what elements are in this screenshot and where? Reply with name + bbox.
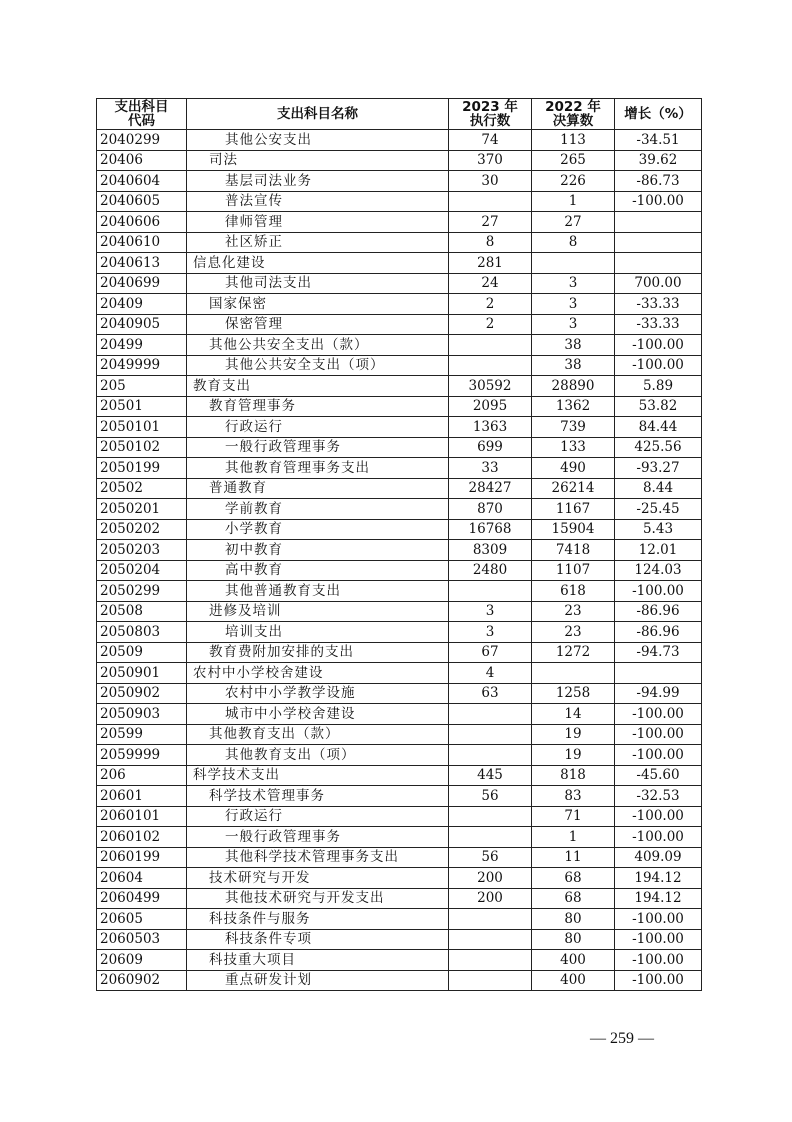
value-2023-cell: 445 xyxy=(449,765,532,786)
code-cell: 2040699 xyxy=(97,273,187,294)
name-cell: 其他公共安全支出（款） xyxy=(187,335,449,356)
value-2023-cell: 2 xyxy=(449,294,532,315)
code-cell: 2050203 xyxy=(97,540,187,561)
growth-cell xyxy=(615,212,702,233)
table-row xyxy=(97,150,702,171)
code-cell: 2060102 xyxy=(97,827,187,848)
name-cell: 其他公安支出 xyxy=(187,130,449,151)
value-2023-cell: 8309 xyxy=(449,540,532,561)
table-row xyxy=(97,212,702,233)
name-cell: 教育支出 xyxy=(187,376,449,397)
value-2022-cell xyxy=(532,253,615,274)
code-cell: 2040905 xyxy=(97,314,187,335)
name-cell: 行政运行 xyxy=(187,806,449,827)
value-2022-cell: 80 xyxy=(532,929,615,950)
table-row xyxy=(97,314,702,335)
code-cell: 2040606 xyxy=(97,212,187,233)
code-cell: 2040613 xyxy=(97,253,187,274)
name-cell: 城市中小学校舍建设 xyxy=(187,704,449,725)
growth-cell: -94.99 xyxy=(615,683,702,704)
page-number: — 259 — xyxy=(590,1030,654,1047)
code-cell: 2040604 xyxy=(97,171,187,192)
table-row xyxy=(97,970,702,991)
code-cell: 20605 xyxy=(97,909,187,930)
growth-cell: 409.09 xyxy=(615,847,702,868)
value-2022-cell: 133 xyxy=(532,437,615,458)
name-cell: 普法宣传 xyxy=(187,191,449,212)
name-cell: 进修及培训 xyxy=(187,601,449,622)
value-2023-cell: 2 xyxy=(449,314,532,335)
table-row xyxy=(97,560,702,581)
table-row xyxy=(97,499,702,520)
code-cell: 2050199 xyxy=(97,458,187,479)
growth-cell: -100.00 xyxy=(615,950,702,971)
value-2022-cell xyxy=(532,663,615,684)
growth-cell: -100.00 xyxy=(615,929,702,950)
value-2022-cell: 23 xyxy=(532,622,615,643)
table-row xyxy=(97,335,702,356)
value-2022-cell: 27 xyxy=(532,212,615,233)
value-2023-cell: 27 xyxy=(449,212,532,233)
value-2023-cell: 1363 xyxy=(449,417,532,438)
value-2022-cell: 19 xyxy=(532,724,615,745)
value-2022-cell: 19 xyxy=(532,745,615,766)
value-2023-cell: 24 xyxy=(449,273,532,294)
table-row xyxy=(97,765,702,786)
value-2023-cell xyxy=(449,745,532,766)
name-cell: 科技重大项目 xyxy=(187,950,449,971)
code-cell: 206 xyxy=(97,765,187,786)
value-2022-cell: 1272 xyxy=(532,642,615,663)
code-cell: 2050201 xyxy=(97,499,187,520)
name-cell: 一般行政管理事务 xyxy=(187,827,449,848)
name-cell: 重点研发计划 xyxy=(187,970,449,991)
value-2022-cell: 1 xyxy=(532,191,615,212)
value-2023-cell: 28427 xyxy=(449,478,532,499)
name-cell: 基层司法业务 xyxy=(187,171,449,192)
value-2022-cell: 113 xyxy=(532,130,615,151)
growth-cell: -34.51 xyxy=(615,130,702,151)
code-cell: 2060902 xyxy=(97,970,187,991)
growth-cell: -45.60 xyxy=(615,765,702,786)
value-2022-cell: 1167 xyxy=(532,499,615,520)
value-2023-cell: 30 xyxy=(449,171,532,192)
table-row xyxy=(97,929,702,950)
code-cell: 2040299 xyxy=(97,130,187,151)
table-row xyxy=(97,417,702,438)
table-row xyxy=(97,376,702,397)
growth-cell: -25.45 xyxy=(615,499,702,520)
code-cell: 20502 xyxy=(97,478,187,499)
name-cell: 小学教育 xyxy=(187,519,449,540)
table-row xyxy=(97,355,702,376)
table-row xyxy=(97,724,702,745)
growth-cell: 8.44 xyxy=(615,478,702,499)
value-2023-cell xyxy=(449,724,532,745)
value-2022-cell: 38 xyxy=(532,355,615,376)
growth-cell: 39.62 xyxy=(615,150,702,171)
code-cell: 20501 xyxy=(97,396,187,417)
growth-cell: 84.44 xyxy=(615,417,702,438)
name-cell: 其他科学技术管理事务支出 xyxy=(187,847,449,868)
value-2023-cell xyxy=(449,929,532,950)
name-cell: 培训支出 xyxy=(187,622,449,643)
value-2022-cell: 226 xyxy=(532,171,615,192)
table-row xyxy=(97,396,702,417)
name-cell: 一般行政管理事务 xyxy=(187,437,449,458)
value-2023-cell: 4 xyxy=(449,663,532,684)
growth-cell: -33.33 xyxy=(615,314,702,335)
code-cell: 2050204 xyxy=(97,560,187,581)
table-row xyxy=(97,253,702,274)
growth-cell: -93.27 xyxy=(615,458,702,479)
value-2022-cell: 400 xyxy=(532,970,615,991)
growth-cell xyxy=(615,232,702,253)
code-cell: 20406 xyxy=(97,150,187,171)
value-2023-cell xyxy=(449,355,532,376)
value-2023-cell: 33 xyxy=(449,458,532,479)
value-2022-cell: 3 xyxy=(532,294,615,315)
name-cell: 信息化建设 xyxy=(187,253,449,274)
value-2023-cell xyxy=(449,909,532,930)
value-2023-cell: 699 xyxy=(449,437,532,458)
name-cell: 高中教育 xyxy=(187,560,449,581)
value-2023-cell xyxy=(449,335,532,356)
code-cell: 20604 xyxy=(97,868,187,889)
code-cell: 2050102 xyxy=(97,437,187,458)
table-row xyxy=(97,273,702,294)
growth-cell xyxy=(615,253,702,274)
name-cell: 其他技术研究与开发支出 xyxy=(187,888,449,909)
table-row xyxy=(97,909,702,930)
name-cell: 行政运行 xyxy=(187,417,449,438)
value-2023-cell: 56 xyxy=(449,847,532,868)
growth-cell: -100.00 xyxy=(615,581,702,602)
code-cell: 2050803 xyxy=(97,622,187,643)
value-2022-cell: 71 xyxy=(532,806,615,827)
value-2023-cell xyxy=(449,970,532,991)
growth-cell: -86.73 xyxy=(615,171,702,192)
name-cell: 教育费附加安排的支出 xyxy=(187,642,449,663)
code-cell: 2049999 xyxy=(97,355,187,376)
name-cell: 律师管理 xyxy=(187,212,449,233)
code-cell: 20499 xyxy=(97,335,187,356)
expenditure-table xyxy=(96,98,702,991)
table-row xyxy=(97,232,702,253)
value-2022-cell: 14 xyxy=(532,704,615,725)
name-cell: 其他教育支出（项） xyxy=(187,745,449,766)
table-row xyxy=(97,683,702,704)
expenditure-table-container xyxy=(96,98,701,991)
growth-cell: 5.89 xyxy=(615,376,702,397)
growth-cell: 425.56 xyxy=(615,437,702,458)
header-name: 支出科目名称 xyxy=(187,99,449,130)
code-cell: 2050299 xyxy=(97,581,187,602)
code-cell: 20599 xyxy=(97,724,187,745)
table-row xyxy=(97,519,702,540)
value-2023-cell: 67 xyxy=(449,642,532,663)
code-cell: 2050903 xyxy=(97,704,187,725)
code-cell: 2060101 xyxy=(97,806,187,827)
value-2022-cell: 3 xyxy=(532,314,615,335)
value-2023-cell: 74 xyxy=(449,130,532,151)
table-row xyxy=(97,868,702,889)
growth-cell: -100.00 xyxy=(615,704,702,725)
growth-cell: 700.00 xyxy=(615,273,702,294)
value-2022-cell: 7418 xyxy=(532,540,615,561)
name-cell: 国家保密 xyxy=(187,294,449,315)
growth-cell: -100.00 xyxy=(615,355,702,376)
value-2023-cell xyxy=(449,827,532,848)
code-cell: 205 xyxy=(97,376,187,397)
value-2022-cell: 1258 xyxy=(532,683,615,704)
table-row xyxy=(97,437,702,458)
code-cell: 2060199 xyxy=(97,847,187,868)
value-2023-cell: 370 xyxy=(449,150,532,171)
name-cell: 科技条件专项 xyxy=(187,929,449,950)
value-2022-cell: 490 xyxy=(532,458,615,479)
code-cell: 20508 xyxy=(97,601,187,622)
name-cell: 科学技术管理事务 xyxy=(187,786,449,807)
code-cell: 2050202 xyxy=(97,519,187,540)
value-2023-cell: 3 xyxy=(449,601,532,622)
name-cell: 其他普通教育支出 xyxy=(187,581,449,602)
value-2022-cell: 26214 xyxy=(532,478,615,499)
table-row xyxy=(97,294,702,315)
value-2023-cell: 200 xyxy=(449,888,532,909)
table-row xyxy=(97,478,702,499)
value-2022-cell: 80 xyxy=(532,909,615,930)
growth-cell: -100.00 xyxy=(615,335,702,356)
name-cell: 技术研究与开发 xyxy=(187,868,449,889)
value-2022-cell: 28890 xyxy=(532,376,615,397)
header-growth: 增长（%） xyxy=(615,99,702,130)
growth-cell: 194.12 xyxy=(615,868,702,889)
value-2022-cell: 739 xyxy=(532,417,615,438)
growth-cell xyxy=(615,663,702,684)
value-2022-cell: 265 xyxy=(532,150,615,171)
growth-cell: 194.12 xyxy=(615,888,702,909)
name-cell: 普通教育 xyxy=(187,478,449,499)
value-2023-cell: 2095 xyxy=(449,396,532,417)
value-2022-cell: 1362 xyxy=(532,396,615,417)
value-2022-cell: 3 xyxy=(532,273,615,294)
code-cell: 20509 xyxy=(97,642,187,663)
table-row xyxy=(97,130,702,151)
value-2022-cell: 38 xyxy=(532,335,615,356)
growth-cell: -100.00 xyxy=(615,909,702,930)
table-row xyxy=(97,950,702,971)
table-row xyxy=(97,745,702,766)
name-cell: 司法 xyxy=(187,150,449,171)
value-2023-cell: 56 xyxy=(449,786,532,807)
growth-cell: 5.43 xyxy=(615,519,702,540)
code-cell: 2050101 xyxy=(97,417,187,438)
table-row xyxy=(97,622,702,643)
value-2022-cell: 1107 xyxy=(532,560,615,581)
growth-cell: 53.82 xyxy=(615,396,702,417)
value-2022-cell: 68 xyxy=(532,868,615,889)
table-row xyxy=(97,847,702,868)
table-row xyxy=(97,704,702,725)
growth-cell: -86.96 xyxy=(615,622,702,643)
value-2023-cell xyxy=(449,191,532,212)
table-header-row xyxy=(97,99,702,130)
table-row xyxy=(97,786,702,807)
growth-cell: -100.00 xyxy=(615,827,702,848)
name-cell: 初中教育 xyxy=(187,540,449,561)
table-row xyxy=(97,458,702,479)
growth-cell: -100.00 xyxy=(615,970,702,991)
header-code: 支出科目 代码 xyxy=(97,99,187,130)
code-cell: 2059999 xyxy=(97,745,187,766)
value-2022-cell: 1 xyxy=(532,827,615,848)
name-cell: 保密管理 xyxy=(187,314,449,335)
growth-cell: 12.01 xyxy=(615,540,702,561)
name-cell: 学前教育 xyxy=(187,499,449,520)
value-2022-cell: 15904 xyxy=(532,519,615,540)
value-2023-cell xyxy=(449,950,532,971)
name-cell: 其他公共安全支出（项） xyxy=(187,355,449,376)
code-cell: 2040610 xyxy=(97,232,187,253)
table-row xyxy=(97,601,702,622)
code-cell: 2050901 xyxy=(97,663,187,684)
growth-cell: -86.96 xyxy=(615,601,702,622)
value-2022-cell: 8 xyxy=(532,232,615,253)
value-2022-cell: 23 xyxy=(532,601,615,622)
value-2022-cell: 400 xyxy=(532,950,615,971)
code-cell: 2050902 xyxy=(97,683,187,704)
code-cell: 2040605 xyxy=(97,191,187,212)
table-row xyxy=(97,581,702,602)
code-cell: 20409 xyxy=(97,294,187,315)
growth-cell: -33.33 xyxy=(615,294,702,315)
name-cell: 农村中小学教学设施 xyxy=(187,683,449,704)
growth-cell: -100.00 xyxy=(615,191,702,212)
code-cell: 20609 xyxy=(97,950,187,971)
name-cell: 其他教育管理事务支出 xyxy=(187,458,449,479)
value-2023-cell: 281 xyxy=(449,253,532,274)
value-2022-cell: 818 xyxy=(532,765,615,786)
header-2022: 2022 年 决算数 xyxy=(532,99,615,130)
growth-cell: -100.00 xyxy=(615,806,702,827)
value-2022-cell: 83 xyxy=(532,786,615,807)
code-cell: 2060503 xyxy=(97,929,187,950)
value-2023-cell: 3 xyxy=(449,622,532,643)
growth-cell: -32.53 xyxy=(615,786,702,807)
value-2023-cell: 8 xyxy=(449,232,532,253)
value-2023-cell xyxy=(449,704,532,725)
value-2023-cell: 200 xyxy=(449,868,532,889)
value-2023-cell xyxy=(449,581,532,602)
code-cell: 20601 xyxy=(97,786,187,807)
growth-cell: -100.00 xyxy=(615,724,702,745)
value-2023-cell: 16768 xyxy=(449,519,532,540)
growth-cell: -100.00 xyxy=(615,745,702,766)
table-row xyxy=(97,806,702,827)
name-cell: 农村中小学校舍建设 xyxy=(187,663,449,684)
table-body xyxy=(97,130,702,991)
value-2023-cell: 2480 xyxy=(449,560,532,581)
name-cell: 其他司法支出 xyxy=(187,273,449,294)
value-2022-cell: 11 xyxy=(532,847,615,868)
table-row xyxy=(97,191,702,212)
name-cell: 科技条件与服务 xyxy=(187,909,449,930)
table-row xyxy=(97,642,702,663)
name-cell: 社区矫正 xyxy=(187,232,449,253)
table-row xyxy=(97,171,702,192)
table-row xyxy=(97,888,702,909)
growth-cell: -94.73 xyxy=(615,642,702,663)
value-2022-cell: 68 xyxy=(532,888,615,909)
value-2023-cell: 30592 xyxy=(449,376,532,397)
name-cell: 教育管理事务 xyxy=(187,396,449,417)
value-2022-cell: 618 xyxy=(532,581,615,602)
table-row xyxy=(97,663,702,684)
name-cell: 科学技术支出 xyxy=(187,765,449,786)
growth-cell: 124.03 xyxy=(615,560,702,581)
table-row xyxy=(97,540,702,561)
value-2023-cell: 63 xyxy=(449,683,532,704)
code-cell: 2060499 xyxy=(97,888,187,909)
name-cell: 其他教育支出（款） xyxy=(187,724,449,745)
value-2023-cell: 870 xyxy=(449,499,532,520)
value-2023-cell xyxy=(449,806,532,827)
header-2023: 2023 年 执行数 xyxy=(449,99,532,130)
table-row xyxy=(97,827,702,848)
